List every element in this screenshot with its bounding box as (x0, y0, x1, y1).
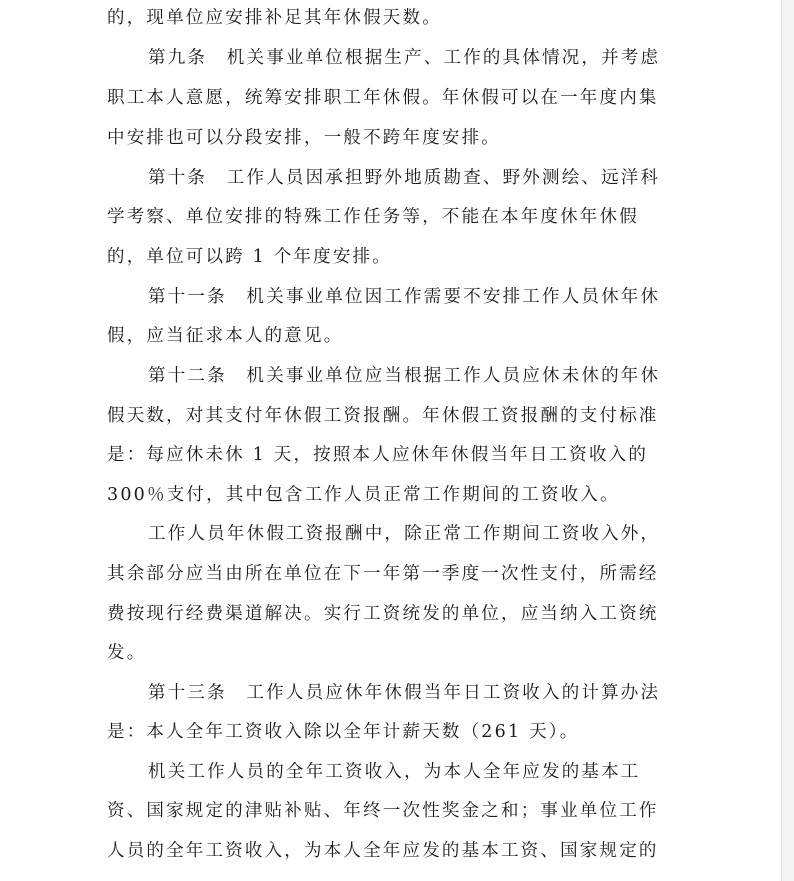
text-line: 人员的全年工资收入，为本人全年应发的基本工资、国家规定的 (107, 841, 659, 861)
text-line: 是：本人全年工资收入除以全年计薪天数（261 天）。 (107, 722, 580, 742)
text-line: 假，应当征求本人的意见。 (107, 326, 344, 346)
text-line: 的，单位可以跨 1 个年度安排。 (107, 247, 392, 267)
text-line: 中安排也可以分段安排，一般不跨年度安排。 (107, 128, 501, 148)
text-line: 假天数，对其支付年休假工资报酬。年休假工资报酬的支付标准 (107, 406, 659, 426)
text-line: 资、国家规定的津贴补贴、年终一次性奖金之和；事业单位工作 (107, 801, 659, 821)
article-9-heading-line: 第九条 机关事业单位根据生产、工作的具体情况，并考虑 (148, 48, 661, 68)
text-line: 费按现行经费渠道解决。实行工资统发的单位，应当纳入工资统 (107, 604, 659, 624)
text-line: 其余部分应当由所在单位在下一年第一季度一次性支付，所需经 (107, 564, 659, 584)
scrollbar[interactable] (781, 0, 794, 881)
article-10-heading-line: 第十条 工作人员因承担野外地质勘查、野外测绘、远洋科 (148, 168, 661, 188)
text-line: 的，现单位应安排补足其年休假天数。 (107, 8, 442, 28)
article-12-heading-line: 第十二条 机关事业单位应当根据工作人员应休未休的年休 (148, 366, 661, 386)
article-13-heading-line: 第十三条 工作人员应休年休假当年日工资收入的计算办法 (148, 683, 661, 703)
text-line: 学考察、单位安排的特殊工作任务等，不能在本年度休年休假 (107, 207, 639, 227)
text-line: 发。 (107, 643, 147, 663)
article-11-heading-line: 第十一条 机关事业单位因工作需要不安排工作人员休年休 (148, 287, 661, 307)
paragraph-first-line: 工作人员年休假工资报酬中，除正常工作期间工资收入外， (148, 524, 661, 544)
paragraph-first-line: 机关工作人员的全年工资收入，为本人全年应发的基本工 (148, 762, 641, 782)
text-line: 职工本人意愿，统筹安排职工年休假。年休假可以在一年度内集 (107, 88, 659, 108)
text-line: 是：每应休未休 1 天，按照本人应休年休假当年日工资收入的 (107, 445, 649, 465)
text-line: 300％支付，其中包含工作人员正常工作期间的工资收入。 (107, 485, 620, 505)
